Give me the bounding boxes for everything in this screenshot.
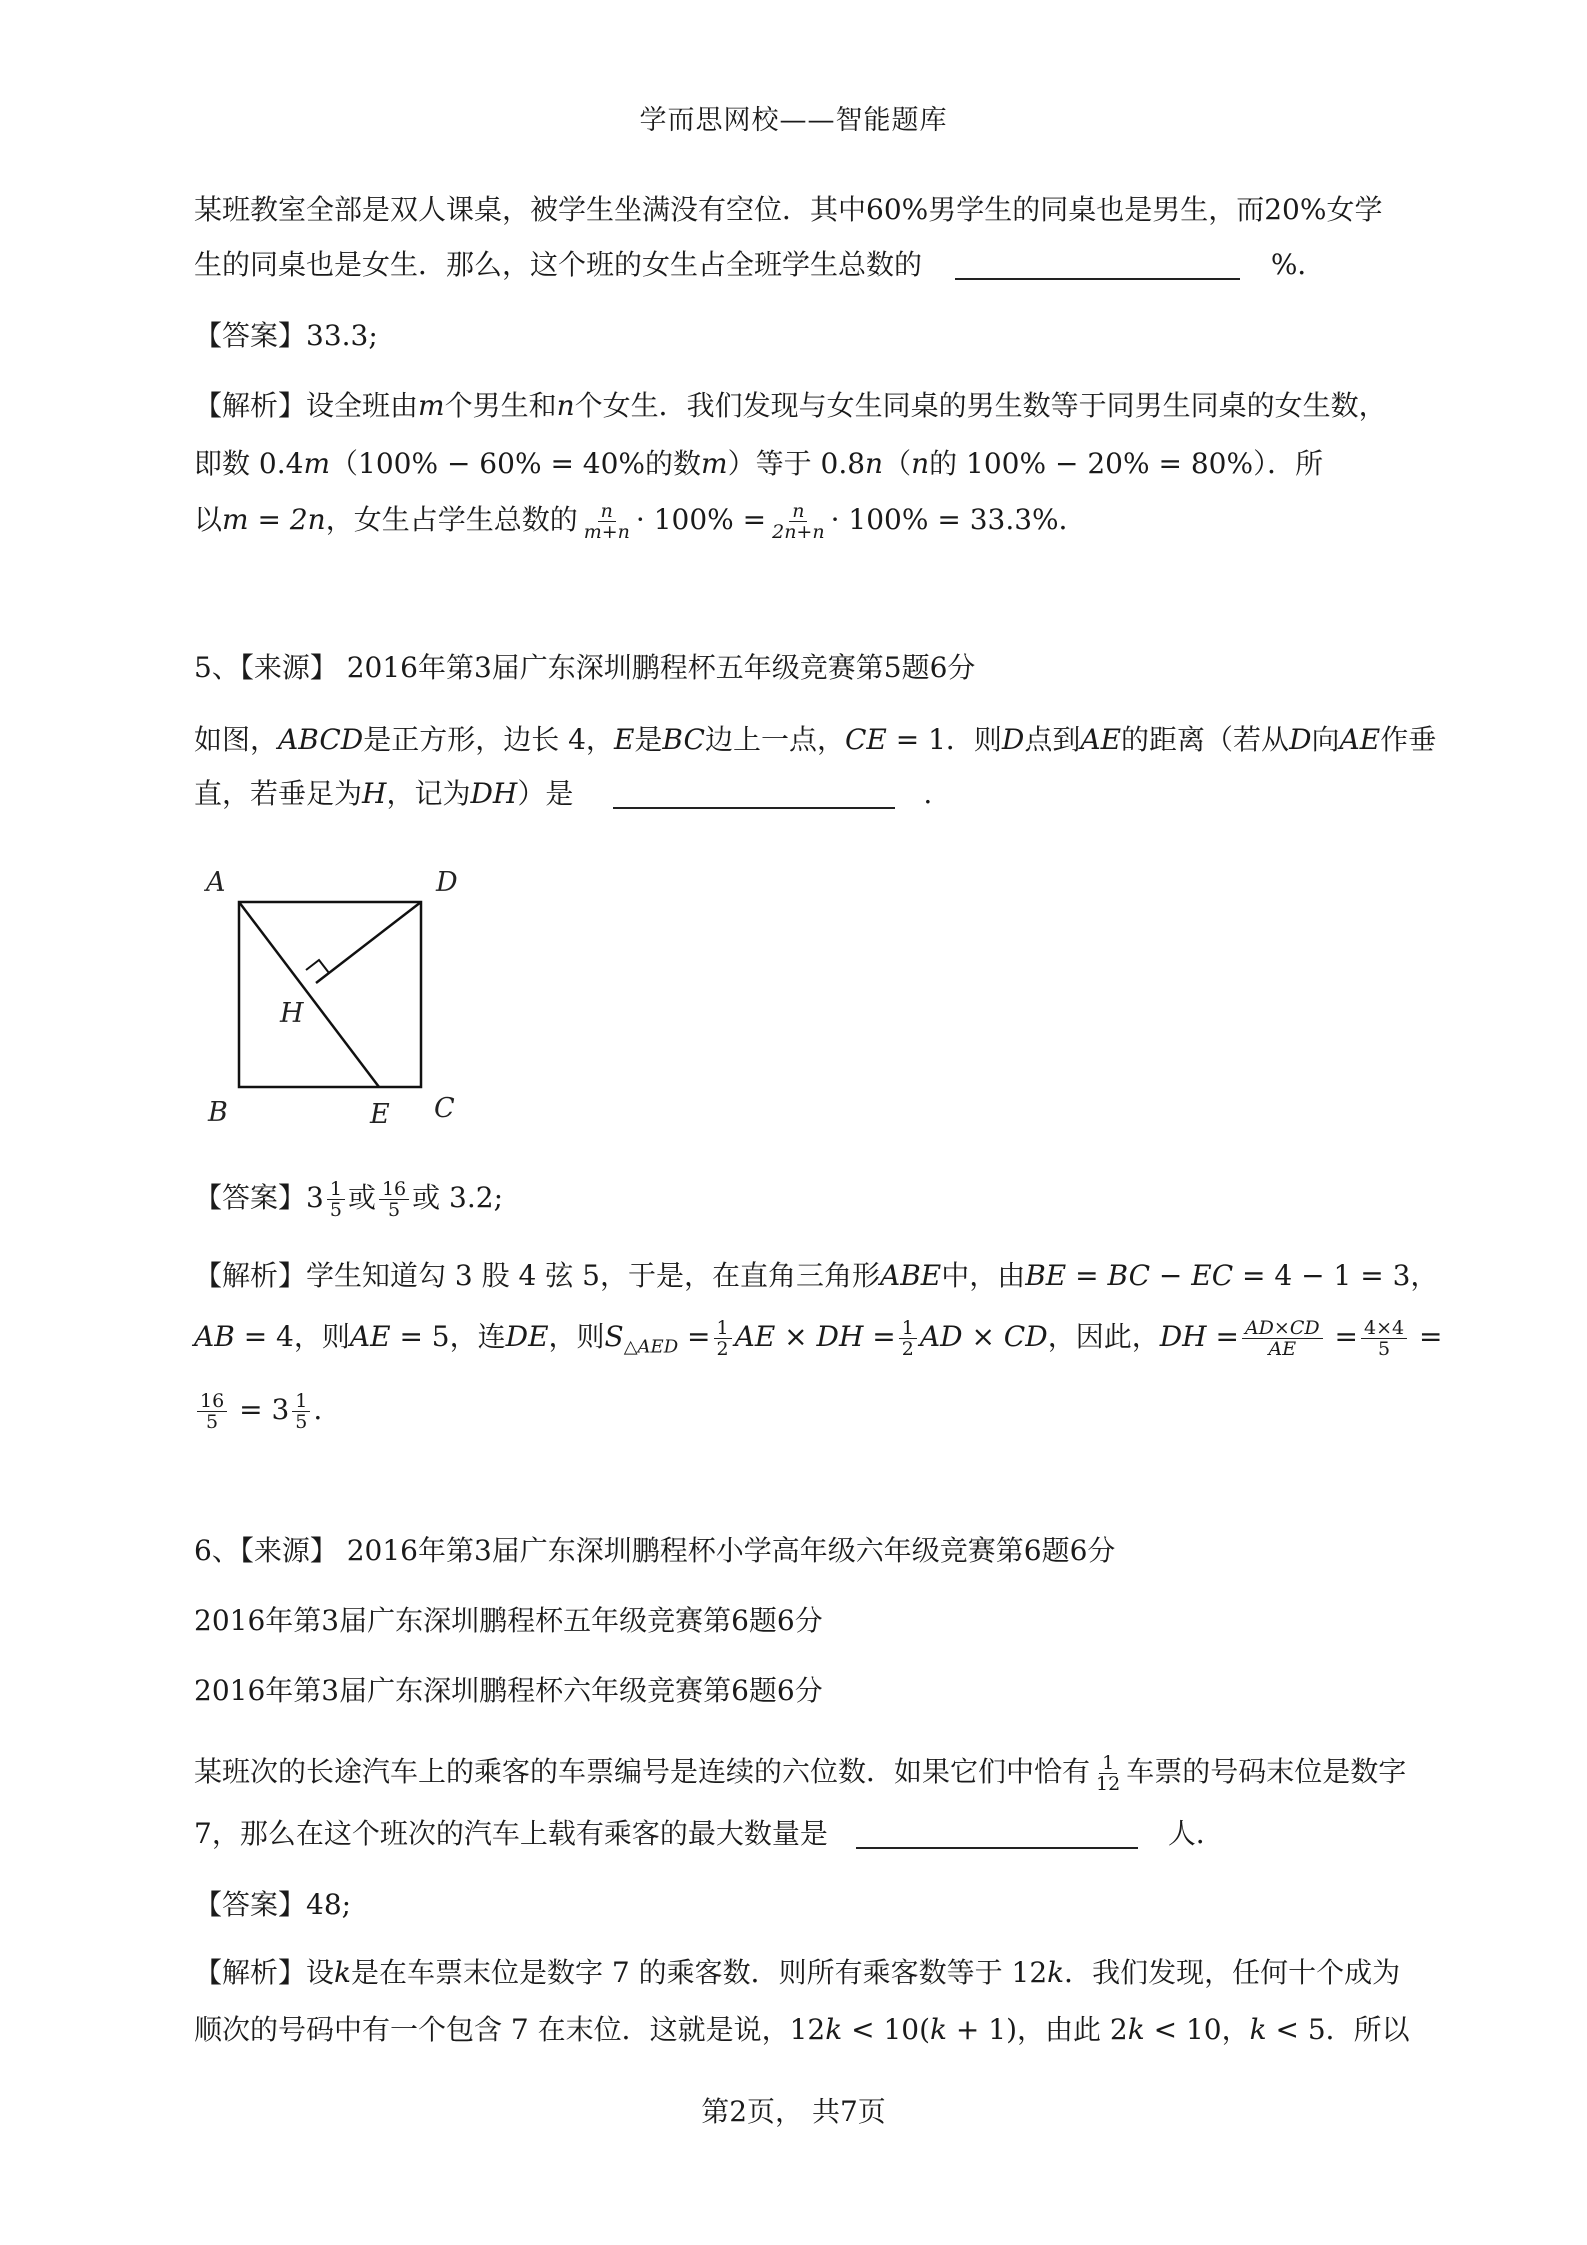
numerator: n <box>598 501 616 522</box>
text: = <box>678 1320 711 1353</box>
numerator: 1 <box>714 1318 732 1339</box>
q5-source: 5、【来源】 2016年第3届广东深圳鹏程杯五年级竞赛第5题6分 <box>194 651 976 684</box>
math-var: m <box>418 389 445 422</box>
numerator: 1 <box>292 1391 310 1412</box>
fraction <box>1361 1318 1407 1359</box>
denominator: 5 <box>1377 1338 1391 1360</box>
q6-analysis-line2 <box>194 2010 1410 2050</box>
text: = 4 − 1 = 3， <box>1233 1259 1439 1292</box>
q5-stem-line2 <box>194 774 932 814</box>
math-var: AE <box>1339 723 1381 756</box>
q4-answer <box>194 316 378 356</box>
text: = <box>863 1320 896 1353</box>
math-var: D <box>1001 723 1025 756</box>
analysis-label: 【解析】 <box>194 389 307 422</box>
math-var: ABCD <box>278 723 364 756</box>
answer-label: 【答案】 <box>194 319 307 352</box>
text: . <box>313 1393 323 1426</box>
text: · 100% = 33.3%． <box>830 503 1087 536</box>
text: ，因此， <box>1047 1320 1160 1353</box>
text: 设全班由 <box>306 389 419 422</box>
text: 7，那么在这个班次的汽车上载有乘客的最大数量是 <box>194 1817 828 1850</box>
q6-stem-line1 <box>194 1752 1406 1794</box>
text: ）是 <box>517 777 574 810</box>
math-var: AB <box>194 1320 235 1353</box>
denominator: AE <box>1268 1338 1297 1360</box>
math-var: D <box>1289 723 1312 756</box>
numerator: 1 <box>1099 1753 1117 1774</box>
q5-stem-line1 <box>194 720 1436 760</box>
math-expr: BE = BC − EC <box>1025 1259 1234 1292</box>
text: 以 <box>194 503 223 536</box>
text: = <box>1325 1320 1358 1353</box>
q4-stem-text: 生的同桌也是女生．那么，这个班的女生占全班学生总数的 <box>194 248 923 281</box>
label-e: E <box>370 1099 390 1130</box>
denominator: 5 <box>388 1199 401 1221</box>
numerator: 1 <box>327 1179 345 1200</box>
q4-stem-line1: 某班教室全部是双人课桌，被学生坐满没有空位．其中60%男学生的同桌也是男生，而20%女学 <box>194 193 1383 226</box>
text: 是 <box>634 723 663 756</box>
text: 中，由 <box>941 1259 1026 1292</box>
text: < 10( <box>842 2013 931 2046</box>
fraction <box>1242 1318 1323 1359</box>
answer-label: 【答案】 <box>194 1888 307 1921</box>
q4-answer-blank <box>955 248 1240 280</box>
text: = <box>1410 1320 1443 1353</box>
right-angle-mark <box>306 960 329 973</box>
denominator: 5 <box>329 1199 342 1221</box>
math-expr: AD × CD <box>919 1320 1048 1353</box>
q6-answer-value: 48; <box>306 1888 352 1921</box>
text: 车票的号码末位是数字 <box>1126 1755 1407 1788</box>
math-var: n <box>865 447 884 480</box>
text: ）等于 0.8 <box>727 447 866 480</box>
text: ，则 <box>548 1320 605 1353</box>
text: 的距离（若从 <box>1121 723 1290 756</box>
segment-dh <box>316 902 421 983</box>
q4-analysis-line2 <box>194 444 1323 484</box>
text: ．我们发现，任何十个成为 <box>1064 1956 1401 1989</box>
text: . <box>923 777 933 810</box>
numerator: 16 <box>197 1391 227 1412</box>
math-var: k <box>1047 1956 1065 1989</box>
fraction <box>714 1318 732 1359</box>
math-expr: m = 2n <box>222 503 326 536</box>
text: （ <box>883 447 912 480</box>
math-var: BC <box>662 723 705 756</box>
text: 直，若垂足为 <box>194 777 363 810</box>
math-var: n <box>556 389 575 422</box>
math-expr: AE × DH <box>734 1320 864 1353</box>
text: 某班次的长途汽车上的乘客的车票编号是连续的六位数．如果它们中恰有 <box>194 1755 1091 1788</box>
label-b: B <box>208 1097 228 1128</box>
text: 点到 <box>1024 723 1081 756</box>
denominator: 2n+n <box>772 521 825 543</box>
math-var: m <box>701 447 728 480</box>
numerator: 16 <box>379 1179 409 1200</box>
text: 即数 0.4 <box>194 447 304 480</box>
text: + 1)，由此 2 <box>947 2013 1128 2046</box>
text: 人． <box>1167 1817 1224 1850</box>
numerator: AD×CD <box>1242 1318 1323 1339</box>
denominator: 5 <box>206 1411 219 1433</box>
q6-analysis-line1 <box>194 1953 1400 1993</box>
math-var: k <box>334 1956 351 1989</box>
text: 是正方形，边长 4， <box>363 723 614 756</box>
denominator: m+n <box>583 521 630 543</box>
q4-answer-value: 33.3; <box>306 319 378 352</box>
text: = 5，连 <box>390 1320 506 1353</box>
q4-stem-line2 <box>194 245 1325 285</box>
answer-label: 【答案】 <box>194 1181 307 1214</box>
q4-analysis-line3 <box>194 500 1087 542</box>
text: · 100% = <box>635 503 767 536</box>
text: 个男生和 <box>444 389 557 422</box>
q5-answer-blank <box>613 777 895 809</box>
q6-source: 6、【来源】 2016年第3届广东深圳鹏程杯小学高年级六年级竞赛第6题6分 <box>194 1534 1116 1567</box>
denominator: 5 <box>295 1411 308 1433</box>
numerator: n <box>789 501 807 522</box>
q6-answer <box>194 1885 351 1925</box>
math-var: ABE <box>879 1259 942 1292</box>
math-var: CE <box>844 723 887 756</box>
math-var: E <box>613 723 635 756</box>
text: 学生知道勾 3 股 4 弦 5，于是，在直角三角形 <box>306 1259 880 1292</box>
text: = 4，则 <box>234 1320 350 1353</box>
math-var: DH <box>1159 1320 1207 1353</box>
text: < 5．所以 <box>1266 2013 1410 2046</box>
q6-source3: 2016年第3届广东深圳鹏程杯六年级竞赛第6题6分 <box>194 1674 823 1707</box>
text: 或 <box>347 1181 376 1214</box>
fraction <box>292 1391 310 1432</box>
page-header: 学而思网校——智能题库 <box>639 105 948 136</box>
fraction <box>581 501 633 542</box>
numerator: 1 <box>899 1318 917 1339</box>
text: 作垂 <box>1380 723 1437 756</box>
label-c: C <box>434 1093 455 1124</box>
text: = 1．则 <box>886 723 1002 756</box>
fraction <box>327 1179 345 1220</box>
analysis-label: 【解析】 <box>194 1259 307 1292</box>
text: 向 <box>1311 723 1340 756</box>
text: （100% − 60% = 40%的数 <box>330 447 702 480</box>
text: 是在车票末位是数字 7 的乘客数．则所有乘客数等于 12 <box>351 1956 1048 1989</box>
q5-analysis-line1 <box>194 1256 1438 1296</box>
math-subscript: △AED <box>623 1336 679 1358</box>
q4-stem-end: %． <box>1270 248 1326 281</box>
label-d: D <box>436 867 458 898</box>
text: 或 3.2; <box>412 1181 504 1214</box>
math-var: AE <box>349 1320 391 1353</box>
text: 边上一点， <box>704 723 845 756</box>
q6-source2: 2016年第3届广东深圳鹏程杯五年级竞赛第6题6分 <box>194 1604 823 1637</box>
text: 个女生．我们发现与女生同桌的男生数等于同男生同桌的女生数， <box>574 389 1387 422</box>
denominator: 12 <box>1096 1773 1121 1795</box>
math-var: DE <box>505 1320 549 1353</box>
fraction <box>379 1179 409 1220</box>
label-a: A <box>206 867 226 898</box>
analysis-label: 【解析】 <box>194 1956 307 1989</box>
math-var: k <box>825 2013 843 2046</box>
q5-answer <box>194 1178 503 1220</box>
math-var: H <box>362 777 387 810</box>
numerator: 4×4 <box>1361 1318 1407 1339</box>
math-var: n <box>911 447 930 480</box>
segment-ae <box>239 902 379 1087</box>
q5-analysis-line2 <box>194 1317 1442 1368</box>
fraction <box>197 1391 227 1432</box>
q6-stem-line2 <box>194 1814 1224 1854</box>
math-var: S <box>604 1320 624 1353</box>
text: 设 <box>306 1956 335 1989</box>
math-var: k <box>1127 2013 1145 2046</box>
text: 的 100% − 20% = 80%）．所 <box>929 447 1324 480</box>
text: 如图， <box>194 723 279 756</box>
denominator: 2 <box>716 1338 729 1360</box>
square-abcd <box>239 902 421 1087</box>
fraction <box>769 501 827 542</box>
fraction <box>1093 1753 1123 1794</box>
text: = <box>1206 1320 1239 1353</box>
q5-figure <box>194 855 494 1135</box>
text: < 10， <box>1144 2013 1250 2046</box>
fraction <box>899 1318 917 1359</box>
text: 顺次的号码中有一个包含 7 在末位．这就是说，12 <box>194 2013 826 2046</box>
math-var: m <box>303 447 330 480</box>
q4-analysis-line1 <box>194 386 1387 426</box>
math-var: k <box>930 2013 948 2046</box>
text: = 3 <box>230 1393 290 1426</box>
denominator: 2 <box>901 1338 914 1360</box>
text: ，女生占学生总数的 <box>325 503 578 536</box>
math-var: DH <box>470 777 518 810</box>
text: ，记为 <box>386 777 471 810</box>
q5-analysis-line3 <box>194 1390 322 1432</box>
math-var: k <box>1249 2013 1267 2046</box>
text: 3 <box>306 1181 324 1214</box>
q6-answer-blank <box>856 1817 1138 1849</box>
page-footer: 第2页， 共7页 <box>701 2095 886 2128</box>
label-h: H <box>280 998 304 1029</box>
math-var: AE <box>1080 723 1122 756</box>
